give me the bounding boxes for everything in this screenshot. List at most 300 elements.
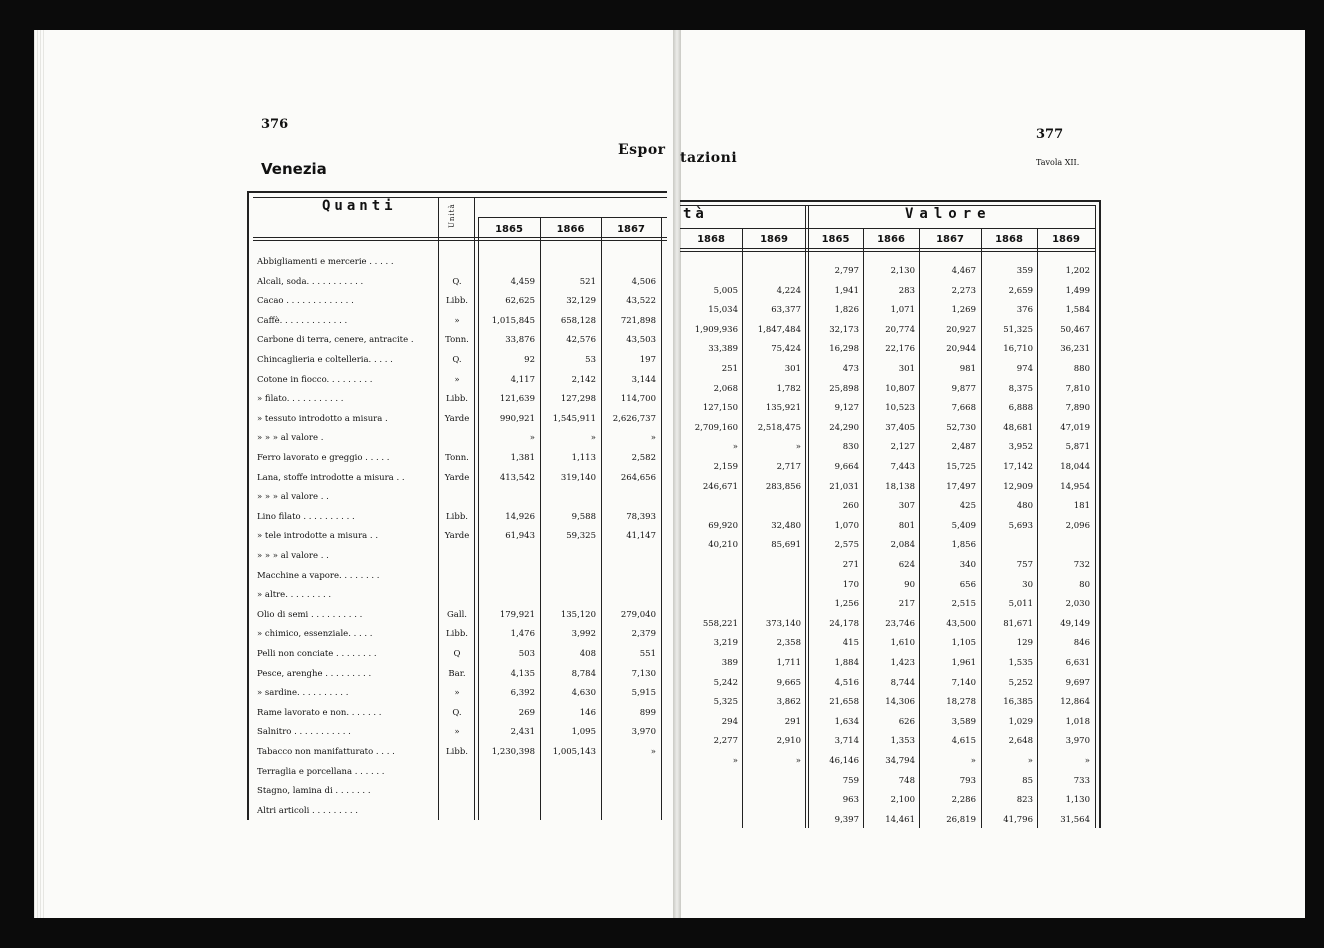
row-unit: Bar. (448, 668, 466, 679)
val-1869-cell: 3,970 (1065, 736, 1090, 747)
heading-part-left: Espor (618, 142, 666, 158)
qty-1866-cell: 319,140 (560, 472, 596, 483)
val-1867-cell: 1,105 (951, 638, 976, 649)
val-1866-cell: 301 (898, 364, 915, 374)
val-1869-cell: 733 (1073, 775, 1090, 786)
qty-1868-cell: 40,210 (708, 540, 738, 551)
row-label: Ferro lavorato e greggio . . . . . (257, 453, 390, 463)
val-1869-cell: 5,871 (1065, 442, 1090, 453)
val-1866-cell: 2,127 (890, 442, 915, 453)
right-page-number: 377 (1036, 127, 1064, 142)
qty-1869-cell: » (795, 442, 801, 453)
val-1867-cell: 9,877 (951, 383, 976, 394)
val-1865-cell: 170 (842, 579, 859, 590)
qty-1868-cell: 294 (721, 716, 738, 727)
val-1867-cell: 425 (959, 501, 976, 512)
val-1867-cell: 20,927 (946, 324, 976, 335)
qty-1868-cell: 246,671 (702, 481, 738, 492)
val-1865-cell: 271 (842, 560, 859, 570)
row-label: Salnitro . . . . . . . . . . . (257, 727, 351, 738)
row-unit: Libb. (446, 394, 468, 405)
qty-1866-cell: » (590, 433, 596, 444)
row-label: Carbone di terra, cenere, antracite . (257, 335, 414, 346)
row-label: Lino filato . . . . . . . . . . (257, 511, 355, 522)
val-1867-cell: 1,856 (951, 540, 976, 551)
qty-1867-cell: 2,626,737 (612, 413, 656, 424)
qty-1865-cell: 4,459 (510, 276, 535, 287)
val-1867-cell: 4,615 (951, 736, 976, 747)
city-title: Venezia (261, 160, 327, 178)
val-1865-cell: 2,797 (834, 266, 859, 276)
qty-1869-cell: 9,665 (776, 677, 801, 688)
val-1867-cell: 52,730 (946, 422, 976, 433)
val-year-1868: 1868 (995, 234, 1023, 245)
val-1868-cell: 5,693 (1008, 520, 1033, 531)
col-rule-q5 (742, 228, 743, 828)
qty-1865-cell: 1,230,398 (491, 747, 535, 757)
val-1865-cell: 9,397 (834, 814, 859, 825)
qty-year-1865: 1865 (495, 224, 523, 235)
row-unit: Yarde (444, 531, 470, 542)
qty-1867-cell: 7,130 (631, 668, 656, 679)
val-1865-cell: 24,178 (829, 618, 859, 629)
row-label: Terraglia e porcellana . . . . . . (257, 766, 385, 777)
val-1868-cell: 2,659 (1008, 285, 1033, 296)
val-1866-cell: 20,774 (885, 324, 915, 335)
val-1868-cell: 48,681 (1003, 422, 1033, 433)
val-1866-cell: 2,100 (890, 795, 915, 806)
val-1868-cell: 757 (1016, 560, 1033, 570)
qty-1865-cell: 1,015,845 (491, 315, 535, 326)
qty-1866-cell: 3,992 (571, 629, 596, 640)
row-label: Alcali, soda. . . . . . . . . . . (257, 276, 364, 287)
val-1868-cell: 81,671 (1003, 618, 1033, 629)
val-1866-cell: 748 (898, 775, 915, 786)
qty-1868-cell: 5,325 (713, 697, 738, 708)
row-label: Altri articoli . . . . . . . . . (257, 805, 358, 816)
page-stack-edge (34, 30, 46, 918)
qty-1868-cell: 389 (721, 658, 738, 668)
qty-1866-cell: 32,129 (566, 296, 596, 307)
qty-year-1867: 1867 (617, 224, 645, 235)
val-1869-cell: 1,202 (1065, 266, 1090, 276)
val-1865-cell: 46,146 (829, 756, 859, 766)
val-1865-cell: 3,714 (834, 736, 859, 747)
qty-1867-cell: 43,522 (626, 296, 656, 307)
val-1867-cell: 1,961 (951, 658, 976, 668)
val-1868-cell: 6,888 (1008, 403, 1033, 414)
qty-year-1869: 1869 (760, 234, 788, 245)
row-unit: Gall. (447, 609, 467, 620)
qty-1865-cell: 1,381 (510, 453, 535, 463)
qty-1865-cell: 92 (524, 355, 535, 365)
val-1867-cell: 793 (959, 775, 976, 786)
val-1869-cell: 2,030 (1065, 599, 1090, 610)
qty-1869-cell: 1,711 (776, 658, 801, 668)
qty-1865-cell: 121,639 (499, 394, 535, 405)
val-1869-cell: 880 (1073, 364, 1090, 374)
qty-1867-cell: 3,144 (631, 374, 656, 385)
val-1869-cell: 80 (1079, 579, 1090, 590)
val-1866-cell: 217 (898, 599, 915, 610)
val-1865-cell: 473 (842, 364, 859, 374)
val-1865-cell: 25,898 (829, 383, 859, 394)
qty-1869-cell: 32,480 (771, 520, 801, 531)
val-1869-cell: 36,231 (1060, 344, 1090, 355)
row-unit: Q (453, 649, 461, 659)
val-1869-cell: 1,130 (1065, 795, 1090, 806)
val-1865-cell: 24,290 (829, 422, 859, 433)
val-1869-cell: 14,954 (1060, 481, 1090, 492)
row-label: » » » al valore . (257, 433, 324, 444)
val-1869-cell: 31,564 (1060, 814, 1090, 825)
row-label: Cotone in fiocco. . . . . . . . . (257, 374, 373, 385)
qty-1869-cell: 135,921 (765, 403, 801, 414)
val-1865-cell: 1,941 (834, 285, 859, 296)
val-1866-cell: 1,610 (890, 638, 915, 649)
qty-1867-cell: 264,656 (620, 472, 656, 483)
val-1868-cell: 129 (1016, 638, 1033, 649)
val-1869-cell: » (1084, 756, 1090, 766)
row-label: » » » al valore . . (257, 551, 329, 561)
row-unit: Libb. (446, 629, 468, 640)
val-1865-cell: 1,070 (834, 520, 859, 531)
left-years-rule-bottom (253, 237, 667, 238)
qty-1869-cell: 75,424 (771, 344, 801, 355)
row-unit: Q. (452, 707, 462, 718)
row-unit: Tonn. (445, 453, 469, 463)
val-1868-cell: 1,029 (1008, 716, 1033, 727)
row-unit: » (454, 688, 460, 699)
qty-1869-cell: 2,910 (776, 736, 801, 747)
val-1869-cell: 732 (1073, 560, 1090, 570)
val-1866-cell: 307 (898, 501, 915, 512)
qty-1865-cell: » (529, 433, 535, 444)
val-1869-cell: 6,631 (1065, 658, 1090, 668)
val-1866-cell: 2,130 (890, 266, 915, 276)
val-1866-cell: 14,306 (885, 697, 915, 708)
val-1868-cell: 12,909 (1003, 481, 1033, 492)
val-1866-cell: 1,353 (890, 736, 915, 747)
val-1865-cell: 1,256 (834, 599, 859, 610)
qty-1867-cell: 2,379 (631, 629, 656, 640)
qty-1865-cell: 179,921 (499, 609, 535, 620)
qty-1866-cell: 8,784 (571, 668, 596, 679)
qty-1866-cell: 146 (579, 707, 596, 718)
qty-1869-cell: 301 (784, 364, 801, 374)
qty-1866-cell: 2,142 (571, 374, 596, 385)
qty-1865-cell: 269 (518, 707, 535, 718)
qty-1868-cell: 1,909,936 (694, 324, 738, 335)
val-1868-cell: 16,385 (1003, 697, 1033, 708)
val-1868-cell: » (1027, 756, 1033, 766)
val-1868-cell: 823 (1016, 795, 1033, 806)
qty-1867-cell: 4,506 (631, 276, 656, 287)
val-1867-cell: 4,467 (951, 266, 976, 276)
val-1866-cell: 283 (898, 285, 915, 296)
val-1866-cell: 1,071 (890, 305, 915, 316)
qty-1868-cell: 69,920 (708, 520, 738, 531)
row-label: » tessuto introdotto a misura . (257, 413, 388, 424)
qty-1865-cell: 6,392 (510, 688, 535, 699)
val-1866-cell: 18,138 (885, 481, 915, 492)
row-label: » » » al valore . . (257, 492, 329, 503)
val-1869-cell: 846 (1073, 638, 1090, 649)
qty-1868-cell: 2,709,160 (694, 422, 738, 433)
val-1868-cell: 376 (1016, 305, 1033, 316)
val-1867-cell: » (970, 756, 976, 766)
qty-1869-cell: 63,377 (771, 305, 801, 316)
qty-year-1866: 1866 (556, 224, 585, 235)
heading-part-right: tazioni (680, 150, 738, 166)
qty-1867-cell: 43,503 (626, 335, 656, 346)
row-unit: » (454, 315, 460, 326)
qty-1865-cell: 413,542 (499, 472, 535, 483)
qty-1865-cell: 33,876 (505, 335, 535, 346)
val-1869-cell: 7,890 (1065, 403, 1090, 414)
val-1868-cell: 8,375 (1008, 383, 1033, 394)
val-1869-cell: 18,044 (1060, 462, 1090, 472)
qty-1868-cell: » (732, 442, 738, 453)
qty-1867-cell: 78,393 (626, 511, 656, 522)
val-1868-cell: 1,535 (1008, 658, 1033, 668)
val-year-1867: 1867 (936, 234, 964, 245)
row-label: Lana, stoffe introdotte a misura . . (257, 472, 405, 483)
qty-1866-cell: 1,005,143 (552, 747, 596, 757)
col-rule-v0b (808, 205, 809, 828)
col-rule-unit (438, 197, 439, 820)
qty-1868-cell: 127,150 (702, 403, 738, 414)
val-1867-cell: 17,497 (946, 481, 976, 492)
value-header: Valore (905, 206, 992, 222)
qty-1867-cell: 41,147 (626, 531, 656, 542)
val-1868-cell: 17,142 (1003, 462, 1033, 472)
right-border (1099, 200, 1101, 828)
row-label: Pesce, arenghe . . . . . . . . . (257, 668, 372, 679)
val-1868-cell: 359 (1016, 266, 1033, 276)
qty-1865-cell: 1,476 (510, 629, 535, 640)
unit-header: Unità (448, 203, 456, 229)
val-1866-cell: 626 (898, 716, 915, 727)
qty-1866-cell: 408 (579, 649, 596, 659)
val-1866-cell: 2,084 (890, 540, 915, 551)
left-top-rule-2 (253, 197, 667, 198)
qty-1868-cell: 2,159 (713, 462, 738, 472)
val-1867-cell: 1,269 (951, 305, 976, 316)
row-label: » altre. . . . . . . . . (257, 590, 332, 601)
val-1869-cell: 47,019 (1060, 422, 1090, 433)
val-1869-cell: 7,810 (1065, 383, 1090, 394)
val-1869-cell: 12,864 (1060, 697, 1090, 708)
qty-1867-cell: 279,040 (620, 609, 656, 620)
val-year-1865: 1865 (821, 234, 850, 245)
val-1867-cell: 2,515 (951, 599, 976, 610)
quantity-header-right: tà (683, 206, 708, 222)
quantity-header-left: Quanti (322, 198, 397, 214)
val-1867-cell: 18,278 (946, 697, 976, 708)
left-border (247, 191, 249, 820)
row-label: Stagno, lamina di . . . . . . . (257, 786, 371, 797)
qty-1869-cell: 2,358 (776, 638, 801, 649)
val-1869-cell: 50,467 (1060, 324, 1090, 335)
col-rule-v5 (1095, 205, 1096, 828)
qty-1866-cell: 521 (579, 276, 596, 287)
val-1866-cell: 624 (898, 560, 915, 570)
val-1868-cell: 5,252 (1008, 677, 1033, 688)
qty-1866-cell: 127,298 (560, 394, 596, 405)
val-1865-cell: 2,575 (834, 540, 859, 551)
row-label: Olio di semi . . . . . . . . . . (257, 609, 363, 620)
qty-1867-cell: 899 (639, 707, 656, 718)
row-label: Caffè. . . . . . . . . . . . . (257, 315, 348, 326)
qty-1866-cell: 1,095 (571, 727, 596, 738)
val-year-1866: 1866 (877, 234, 905, 245)
qty-1868-cell: 15,034 (708, 305, 738, 316)
qty-1866-cell: 4,630 (571, 688, 596, 699)
row-unit: Q. (452, 276, 462, 287)
val-1867-cell: 656 (959, 579, 976, 590)
qty-1866-cell: 1,545,911 (552, 413, 596, 424)
row-label: » sardine. . . . . . . . . . (257, 688, 349, 699)
row-unit: » (454, 727, 460, 738)
qty-1868-cell: 5,005 (713, 285, 738, 296)
right-top-rule-2 (680, 205, 1095, 206)
qty-1866-cell: 53 (585, 355, 596, 365)
qty-1869-cell: 2,717 (776, 462, 801, 472)
val-1866-cell: 22,176 (885, 344, 915, 355)
row-unit: Libb. (446, 747, 468, 757)
val-1865-cell: 16,298 (829, 344, 859, 355)
qty-1867-cell: 197 (639, 355, 656, 365)
row-label: Tabacco non manifatturato . . . . (257, 747, 395, 757)
qty-1869-cell: 4,224 (776, 285, 801, 296)
col-rule-q4 (661, 217, 662, 820)
qty-1869-cell: » (795, 756, 801, 766)
qty-1868-cell: 3,219 (713, 638, 738, 649)
qty-1867-cell: 2,582 (631, 453, 656, 463)
row-unit: Yarde (444, 413, 470, 424)
val-1867-cell: 2,487 (951, 442, 976, 453)
val-1865-cell: 21,031 (829, 481, 859, 492)
row-label: » tele introdotte a misura . . (257, 531, 379, 542)
val-1866-cell: 10,807 (885, 383, 915, 394)
val-1866-cell: 801 (898, 520, 915, 531)
qty-1868-cell: 5,242 (713, 677, 738, 688)
qty-1869-cell: 283,856 (765, 481, 801, 492)
qty-1865-cell: 14,926 (505, 511, 535, 522)
val-1866-cell: 10,523 (885, 403, 915, 414)
qty-1865-cell: 61,943 (505, 531, 535, 542)
row-label: » chimico, essenziale. . . . . (257, 629, 373, 640)
val-1868-cell: 51,325 (1003, 324, 1033, 335)
val-1868-cell: 974 (1016, 364, 1033, 374)
val-1865-cell: 260 (842, 501, 859, 512)
val-1865-cell: 415 (842, 638, 859, 649)
val-1867-cell: 2,286 (951, 795, 976, 806)
qty-1867-cell: 721,898 (620, 315, 656, 326)
row-label: Abbigliamenti e mercerie . . . . . (257, 257, 394, 267)
val-1869-cell: 2,096 (1065, 520, 1090, 531)
row-label: Macchine a vapore. . . . . . . . (257, 570, 380, 581)
qty-1869-cell: 2,518,475 (757, 422, 801, 433)
val-1866-cell: 8,744 (890, 677, 915, 688)
row-unit: Yarde (444, 472, 470, 483)
val-1868-cell: 2,648 (1008, 736, 1033, 747)
qty-1867-cell: » (650, 747, 656, 757)
val-1869-cell: 9,697 (1065, 677, 1090, 688)
row-unit: Libb. (446, 511, 468, 522)
val-1867-cell: 2,273 (951, 285, 976, 296)
val-1869-cell: 1,018 (1065, 716, 1090, 727)
row-label: » filato. . . . . . . . . . . (257, 394, 344, 405)
qty-1865-cell: 990,921 (499, 413, 535, 424)
val-1867-cell: 3,589 (951, 716, 976, 727)
qty-1865-cell: 503 (518, 649, 535, 659)
val-1867-cell: 7,668 (951, 403, 976, 414)
qty-1869-cell: 373,140 (765, 618, 801, 629)
val-1869-cell: 49,149 (1060, 618, 1090, 629)
val-1865-cell: 963 (842, 795, 859, 806)
val-1867-cell: 26,819 (946, 814, 976, 825)
qty-1866-cell: 42,576 (566, 335, 596, 346)
val-1865-cell: 9,664 (834, 462, 859, 472)
val-1867-cell: 981 (959, 364, 976, 374)
qty-year-1868: 1868 (697, 234, 725, 245)
val-1868-cell: 5,011 (1008, 599, 1033, 610)
plate-label: Tavola XII. (1036, 158, 1080, 167)
val-year-1869: 1869 (1052, 234, 1080, 245)
val-1867-cell: 340 (959, 560, 976, 570)
val-1867-cell: 43,500 (946, 618, 976, 629)
qty-1867-cell: 5,915 (631, 688, 656, 699)
val-1868-cell: 3,952 (1008, 442, 1033, 453)
left-header-rule (253, 240, 667, 241)
val-1866-cell: 1,423 (890, 658, 915, 668)
qty-1868-cell: 558,221 (702, 618, 738, 629)
val-1868-cell: 16,710 (1003, 344, 1033, 355)
col-rule-v0 (805, 205, 806, 828)
qty-1867-cell: 3,970 (631, 727, 656, 738)
val-1866-cell: 34,794 (885, 756, 915, 766)
row-unit: Libb. (446, 296, 468, 307)
qty-1866-cell: 658,128 (560, 315, 596, 326)
val-1867-cell: 20,944 (946, 344, 976, 355)
col-rule-q1 (474, 197, 475, 820)
qty-1868-cell: » (732, 756, 738, 766)
qty-1869-cell: 1,847,484 (757, 324, 801, 335)
row-label: Chincaglieria e coltelleria. . . . . (257, 355, 393, 365)
val-1866-cell: 37,405 (885, 422, 915, 433)
val-1866-cell: 7,443 (890, 462, 915, 472)
qty-1867-cell: » (650, 433, 656, 444)
qty-1865-cell: 4,135 (510, 668, 535, 679)
val-1865-cell: 1,826 (834, 305, 859, 316)
val-1869-cell: 1,584 (1065, 305, 1090, 316)
val-1865-cell: 759 (842, 775, 859, 786)
qty-1865-cell: 62,625 (505, 296, 535, 307)
val-1865-cell: 21,658 (829, 697, 859, 708)
qty-1866-cell: 59,325 (566, 531, 596, 542)
val-1865-cell: 32,173 (829, 324, 859, 335)
right-top-rule (680, 200, 1101, 202)
qty-1865-cell: 4,117 (510, 374, 535, 385)
val-1865-cell: 1,634 (834, 716, 859, 727)
row-unit: » (454, 374, 460, 385)
left-years-rule-top (478, 217, 667, 218)
qty-1866-cell: 1,113 (571, 453, 596, 463)
qty-1868-cell: 2,277 (713, 736, 738, 747)
qty-1869-cell: 291 (784, 716, 801, 727)
